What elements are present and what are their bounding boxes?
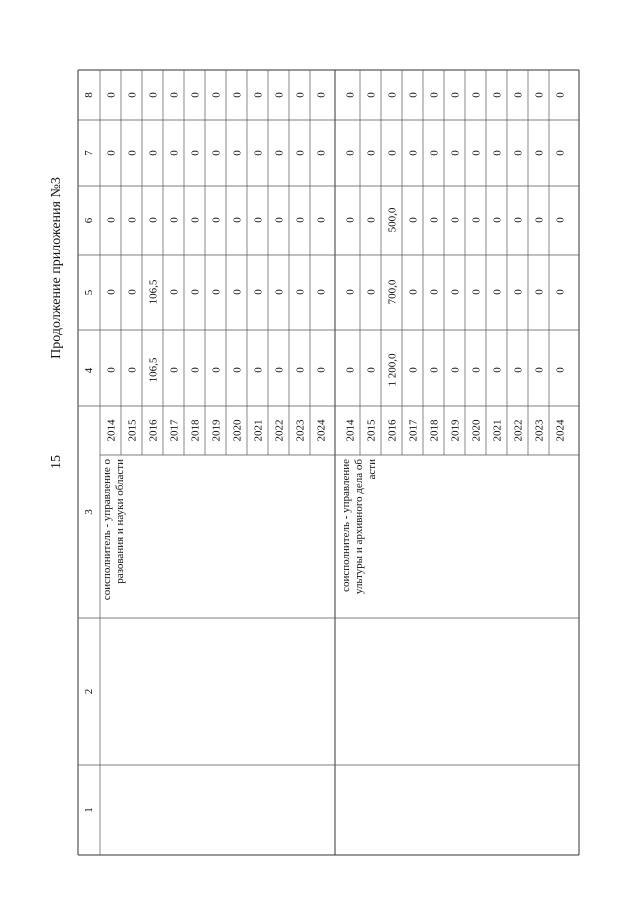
value-cell-col4: 0 — [126, 367, 139, 373]
value-cell-col5: 0 — [407, 289, 420, 295]
value-cell-col6: 0 — [231, 217, 244, 223]
value-cell-col5: 0 — [231, 289, 244, 295]
value-cell-col7: 0 — [231, 150, 244, 156]
year-cell: 2020 — [231, 419, 244, 442]
value-cell-col8: 0 — [252, 92, 265, 98]
value-cell-col8: 0 — [210, 92, 223, 98]
value-cell-col5: 0 — [554, 289, 567, 295]
page-number: 15 — [49, 455, 64, 469]
value-cell-col4: 106,5 — [147, 357, 160, 383]
value-cell-col4: 1 200,0 — [386, 353, 399, 387]
value-cell-col4: 0 — [449, 367, 462, 373]
value-cell-col8: 0 — [231, 92, 244, 98]
year-cell: 2023 — [294, 419, 307, 442]
value-cell-col7: 0 — [428, 150, 441, 156]
value-cell-col7: 0 — [147, 150, 160, 156]
value-cell-col8: 0 — [294, 92, 307, 98]
value-cell-col8: 0 — [168, 92, 181, 98]
value-cell-col8: 0 — [365, 92, 378, 98]
value-cell-col4: 0 — [252, 367, 265, 373]
value-cell-col5: 0 — [315, 289, 328, 295]
year-cell: 2016 — [386, 419, 399, 442]
value-cell-col4: 0 — [231, 367, 244, 373]
column-number-4: 4 — [83, 367, 95, 374]
value-cell-col7: 0 — [491, 150, 504, 156]
value-cell-col7: 0 — [449, 150, 462, 156]
value-cell-col6: 0 — [294, 217, 307, 223]
value-cell-col7: 0 — [105, 150, 118, 156]
value-cell-col5: 0 — [126, 289, 139, 295]
column-number-5: 5 — [83, 289, 95, 296]
value-cell-col8: 0 — [126, 92, 139, 98]
value-cell-col6: 0 — [428, 217, 441, 223]
value-cell-col5: 106,5 — [147, 279, 160, 305]
value-cell-col8: 0 — [449, 92, 462, 98]
value-cell-col6: 0 — [105, 217, 118, 223]
year-cell: 2019 — [449, 419, 462, 442]
value-cell-col7: 0 — [386, 150, 399, 156]
year-cell: 2014 — [105, 419, 118, 442]
value-cell-col8: 0 — [189, 92, 202, 98]
executor-text: соисполнитель - управление — [340, 459, 352, 592]
value-cell-col7: 0 — [252, 150, 265, 156]
value-cell-col6: 0 — [126, 217, 139, 223]
value-cell-col6: 0 — [344, 217, 357, 223]
value-cell-col6: 0 — [365, 217, 378, 223]
value-cell-col6: 0 — [315, 217, 328, 223]
value-cell-col5: 0 — [428, 289, 441, 295]
value-cell-col5: 0 — [470, 289, 483, 295]
column-number-2: 2 — [83, 688, 95, 695]
executor-text: соисполнитель - управление о — [101, 459, 113, 601]
value-cell-col4: 0 — [210, 367, 223, 373]
year-cell: 2019 — [210, 419, 223, 442]
value-cell-col5: 0 — [105, 289, 118, 295]
value-cell-col7: 0 — [315, 150, 328, 156]
value-cell-col7: 0 — [168, 150, 181, 156]
value-cell-col4: 0 — [491, 367, 504, 373]
value-cell-col7: 0 — [533, 150, 546, 156]
value-cell-col6: 0 — [449, 217, 462, 223]
value-cell-col7: 0 — [512, 150, 525, 156]
year-cell: 2024 — [315, 419, 328, 442]
value-cell-col8: 0 — [407, 92, 420, 98]
value-cell-col6: 0 — [189, 217, 202, 223]
value-cell-col4: 0 — [407, 367, 420, 373]
year-cell: 2017 — [168, 419, 181, 442]
value-cell-col5: 700,0 — [386, 279, 399, 305]
value-cell-col6: 0 — [407, 217, 420, 223]
value-cell-col4: 0 — [344, 367, 357, 373]
value-cell-col6: 0 — [168, 217, 181, 223]
value-cell-col8: 0 — [491, 92, 504, 98]
value-cell-col7: 0 — [407, 150, 420, 156]
year-cell: 2018 — [428, 419, 441, 442]
value-cell-col5: 0 — [189, 289, 202, 295]
year-cell: 2024 — [554, 419, 567, 442]
value-cell-col7: 0 — [344, 150, 357, 156]
value-cell-col6: 0 — [273, 217, 286, 223]
value-cell-col4: 0 — [533, 367, 546, 373]
value-cell-col7: 0 — [470, 150, 483, 156]
year-cell: 2014 — [344, 419, 357, 442]
column-number-3: 3 — [83, 509, 95, 515]
value-cell-col4: 0 — [189, 367, 202, 373]
value-cell-col8: 0 — [512, 92, 525, 98]
column-number-8: 8 — [83, 92, 95, 98]
table-cells — [83, 92, 567, 813]
value-cell-col4: 0 — [512, 367, 525, 373]
value-cell-col5: 0 — [294, 289, 307, 295]
value-cell-col7: 0 — [554, 150, 567, 156]
column-number-1: 1 — [83, 807, 95, 813]
executor-text: ультуры и архивного дела об — [353, 459, 365, 595]
value-cell-col4: 0 — [294, 367, 307, 373]
value-cell-col4: 0 — [105, 367, 118, 373]
value-cell-col7: 0 — [294, 150, 307, 156]
value-cell-col5: 0 — [210, 289, 223, 295]
column-number-7: 7 — [83, 150, 95, 156]
value-cell-col6: 0 — [252, 217, 265, 223]
value-cell-col5: 0 — [512, 289, 525, 295]
value-cell-col4: 0 — [365, 367, 378, 373]
executor-text: асти — [366, 459, 378, 480]
value-cell-col5: 0 — [252, 289, 265, 295]
value-cell-col5: 0 — [449, 289, 462, 295]
year-cell: 2023 — [533, 419, 546, 442]
executor-text: разования и науки области — [114, 459, 126, 584]
value-cell-col5: 0 — [168, 289, 181, 295]
value-cell-col8: 0 — [428, 92, 441, 98]
value-cell-col4: 0 — [554, 367, 567, 373]
year-cell: 2018 — [189, 419, 202, 442]
value-cell-col4: 0 — [470, 367, 483, 373]
value-cell-col5: 0 — [344, 289, 357, 295]
value-cell-col8: 0 — [470, 92, 483, 98]
value-cell-col8: 0 — [147, 92, 160, 98]
value-cell-col7: 0 — [365, 150, 378, 156]
value-cell-col6: 0 — [512, 217, 525, 223]
year-cell: 2015 — [126, 419, 139, 442]
year-cell: 2021 — [491, 419, 504, 442]
value-cell-col6: 500,0 — [386, 207, 399, 233]
value-cell-col8: 0 — [105, 92, 118, 98]
column-number-6: 6 — [83, 217, 95, 224]
value-cell-col5: 0 — [273, 289, 286, 295]
value-cell-col8: 0 — [315, 92, 328, 98]
value-cell-col4: 0 — [168, 367, 181, 373]
page-heading: Продолжение приложения №3 — [49, 177, 64, 359]
value-cell-col6: 0 — [470, 217, 483, 223]
value-cell-col8: 0 — [386, 92, 399, 98]
value-cell-col7: 0 — [189, 150, 202, 156]
value-cell-col6: 0 — [147, 217, 160, 223]
year-cell: 2022 — [512, 419, 525, 442]
value-cell-col6: 0 — [210, 217, 223, 223]
value-cell-col8: 0 — [554, 92, 567, 98]
value-cell-col4: 0 — [315, 367, 328, 373]
value-cell-col6: 0 — [533, 217, 546, 223]
value-cell-col5: 0 — [365, 289, 378, 295]
value-cell-col4: 0 — [428, 367, 441, 373]
table-grid-lines — [78, 70, 579, 855]
value-cell-col6: 0 — [554, 217, 567, 223]
value-cell-col4: 0 — [273, 367, 286, 373]
value-cell-col8: 0 — [344, 92, 357, 98]
value-cell-col8: 0 — [273, 92, 286, 98]
year-cell: 2017 — [407, 419, 420, 442]
year-cell: 2016 — [147, 419, 160, 442]
year-cell: 2021 — [252, 419, 265, 442]
value-cell-col7: 0 — [273, 150, 286, 156]
value-cell-col8: 0 — [533, 92, 546, 98]
value-cell-col5: 0 — [533, 289, 546, 295]
year-cell: 2022 — [273, 419, 286, 442]
value-cell-col6: 0 — [491, 217, 504, 223]
year-cell: 2020 — [470, 419, 483, 442]
value-cell-col7: 0 — [126, 150, 139, 156]
value-cell-col5: 0 — [491, 289, 504, 295]
year-cell: 2015 — [365, 419, 378, 442]
value-cell-col7: 0 — [210, 150, 223, 156]
